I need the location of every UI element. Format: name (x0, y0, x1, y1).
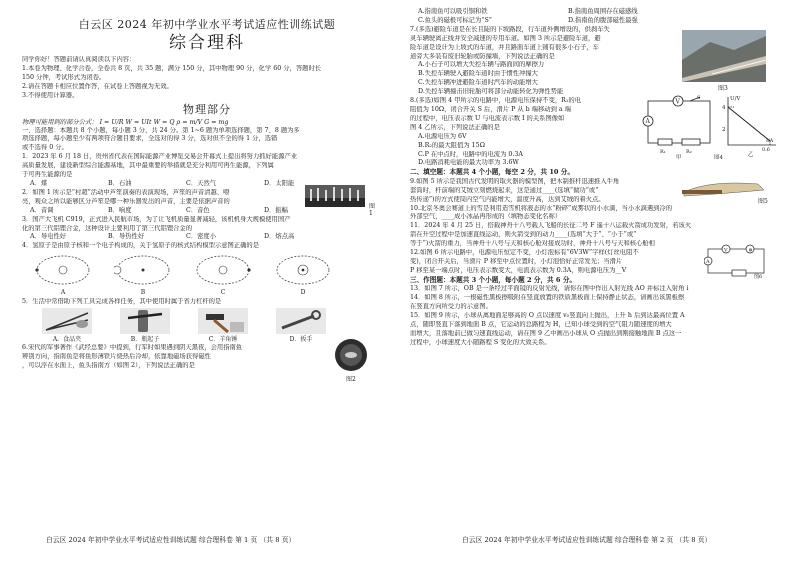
question-6 (22, 344, 392, 384)
figure-label: 图4 (714, 155, 723, 160)
instruction-line: 同学你好！答题前请认真阅读以下内容： (22, 56, 136, 63)
question-text: 灵车辆驶离正线并安全减速的专用车道。如图 3 所示是避险车道，避 (410, 34, 601, 42)
page-2-footer: 白云区 2024 年初中学业水平考试适应性训练试题 综合理科卷 第 2 页 （共 8 页） (462, 536, 712, 544)
option: B．导热性好 (108, 233, 145, 241)
section-text: 项选择题，每小题至少有两项符合题目要求，全选对的得 3 分，选对但不全的得 1 分，选错 (22, 135, 278, 143)
atom-model-c (194, 253, 252, 296)
option: A.指南鱼可以吸引铜和铁 (418, 8, 488, 15)
question-text: 7.(多选)避险车道是在长且陡的下坡路段，行车道外侧增设的，供刹车失 (410, 25, 610, 33)
question-9 (410, 178, 780, 205)
instructions (22, 56, 392, 101)
tool-food-tongs (36, 308, 98, 343)
question-text: 13．如图 7 所示，OB 是一条经过平面镜的反射光线，请你在图中作出入射光线 AO 并标注入射角 i (410, 285, 689, 293)
question-8 (410, 97, 780, 168)
figure-label: 图3 (718, 84, 728, 92)
option: B．石油 (108, 179, 132, 187)
figure-2-compass-fish (334, 338, 368, 384)
atom-model-b (114, 253, 172, 296)
option-letter: D (300, 289, 306, 297)
exam-title: 白云区 2024 年初中学业水平考试适应性训练试题 (78, 18, 336, 31)
question-text: 11．2024 年 4 月 25 日，搭载神舟十八号载人飞船的长征二号 F 遥十八运载火箭成功发射，若该火 (410, 222, 692, 230)
option: A．导电性好 (30, 233, 67, 241)
question-text: 于可再生能源的是 (22, 171, 73, 179)
option: A．煤 (30, 179, 48, 187)
option: A．音调 (30, 206, 54, 214)
question-text: 外部空气，____成小冰晶再形成的（填物态变化名称） (410, 213, 562, 221)
question-text: 化的第三代铝锂合金，这种设计主要利用了第三代铝锂合金的 (22, 224, 193, 232)
section-text: 或不选得 0 分。 (22, 144, 68, 152)
option: A.电源电压为 6V (418, 132, 467, 140)
options (410, 8, 780, 17)
option: C．音色 (186, 206, 210, 214)
option-label: C．羊角锤 (208, 336, 238, 344)
question-text: 8.(多选)如图 4 甲所示的电路中，电源电压保持不变，R₁的电 (410, 97, 582, 105)
subject-title: 综合理科 (169, 33, 245, 53)
figure-5-fire-piston (680, 176, 770, 204)
svg-text:V: V (724, 247, 728, 254)
svg-text:V: V (675, 98, 680, 106)
question-text: 点，随即竖直下落到地面 B 点，它运动的总路程为 H，已知小球受到的空气阻力随速度的增大 (410, 320, 672, 328)
svg-text:⊗: ⊗ (748, 247, 753, 254)
figure-sub-label: 甲 (676, 155, 682, 160)
exam-page-2 (410, 8, 780, 348)
question-5 (22, 298, 392, 343)
section-3-heading: 三、作图题：本题共 3 个小题，每小题 2 分，共 6 分。 (410, 275, 577, 284)
section-2-heading: 二、填空题：本题共 4 个小题，每空 2 分，共 10 分。 (410, 168, 574, 177)
option-label: A．食品夹 (52, 336, 82, 344)
figure-label: 图5 (758, 197, 768, 205)
option: D．振幅 (264, 206, 288, 214)
question-text: 辨别方向，指南鱼是将鱼形薄铁片烧热后冷却，依靠地磁场获得磁性 (22, 353, 211, 361)
option-letter: C (220, 289, 226, 297)
question-text: 1．2023 年 6 月 18 日，贵州省代表在国际能源产业博览交易会开幕式上提出将努力抓好能源产业 (22, 153, 298, 161)
tool-claw-hammer (192, 308, 254, 343)
option: D.电路消耗电能的最大功率为 3.6W (418, 159, 519, 167)
question-14 (410, 294, 780, 312)
option: B.失控车辆驶入避险车道时由于惯性冲撞大 (418, 70, 538, 78)
option: C．密度小 (186, 233, 217, 241)
question-text: 在竖直方向所受力的示意图。 (410, 303, 492, 311)
question-1 (22, 153, 392, 189)
option: C.P 在中点时，电路中的电流为 0.3A (418, 150, 523, 158)
option-letter: B (140, 289, 146, 297)
question-text: 等于”)火箭的重力，当神舟十八号与天和核心舱对接成功时，神舟十八号与天和核心舱相 (410, 240, 655, 248)
question-2 (22, 189, 392, 216)
graph-axis-i: I/A (766, 138, 774, 145)
option: B.R₂的最大阻值为 15Ω (418, 141, 485, 149)
figure-3-escape-ramp (682, 30, 766, 92)
question-text: 箭在升空过程中是加速直线运动，则火箭受到的动力____(选填“大于”、“小于”或“ (410, 231, 637, 239)
question-text: 6.宋代的军事著作《武经总要》中提到，行军时如果遇到阴天黑夜，会用指南鱼 (22, 344, 243, 352)
option: C．天然气 (186, 179, 217, 187)
figure-6-circuit (704, 243, 768, 283)
instruction-line: 3.不得使用计算器。 (22, 91, 79, 99)
question-text: 而增大，且落地前已做匀速直线运动，请在图 9 乙中画出小球从 O 点抛出到刚接触地面 B 点这一 (410, 329, 682, 337)
question-text: 3．国产大飞机 C919，正式进入民航市场，为了让飞机质量显著减轻，该机机身大规模使用国产 (22, 215, 291, 223)
question-text: 2．如图 1 所示是“村超”活动中芦笙演奏的表演现场，芦笙的声音清越、嘹 (22, 188, 230, 196)
options (410, 17, 780, 26)
svg-text:R₂: R₂ (686, 149, 692, 156)
graph-tick: 2 (722, 127, 726, 134)
question-text: 4．氢原子是由原子核和一个电子构成的，关于氢原子的核式结构模型示意图正确的是 (22, 242, 259, 250)
page-1-footer: 白云区 2024 年初中学业水平考试适应性训练试题 综合理科卷 第 1 页 （共 8 页） (46, 536, 296, 544)
section-text: 一、选择题：本题共 8 个小题，每小题 3 分，共 24 分。第 1~6 题为单项选择题，第 7、8 题为多 (22, 126, 300, 134)
formula-line: 物理可能用到的部分公式： I = U/R W = UIt W = Q ρ = m/V G = mg (22, 118, 229, 126)
figure-1-photo (305, 185, 376, 217)
question-4 (22, 242, 392, 296)
question-text: 5．生活中常借助下列工具完成各样任务，其中使用时属于省力杠杆的是 (22, 298, 222, 306)
question-text: 9.如图 5 所示是我国古代发明的取火器的模型图，把木制推杆迅速推入牛角 (410, 177, 620, 185)
atom-model-a (34, 253, 92, 296)
question-text: 15．如图 9 所示，小球从离地面足够高的 O 点以速度 v₀竖直向上抛出，上升 h 后到达最高位置 A (410, 312, 685, 319)
question-text: 过程中，小球速度大小随路程 S 变化的大致关系。 (410, 338, 551, 346)
physics-heading: 物理部分 (183, 102, 231, 116)
question-7 (410, 26, 780, 97)
figure-4-circuit-and-graph (642, 93, 778, 163)
option: C.鱼头的磁极可标记为“S” (418, 16, 493, 24)
question-text: 热传递”)的方式使筒内空气内能增大，温度升高，达到艾绒的着火点。 (410, 195, 605, 203)
instruction-line: 150 分钟，考试形式为闭卷。 (22, 73, 106, 81)
svg-text:A: A (706, 259, 710, 266)
svg-text:A: A (645, 118, 650, 126)
graph-tick: 0.6 (762, 147, 770, 154)
tool-wrench (270, 308, 332, 343)
option: D.指南鱼的腹部磁性最强 (568, 16, 638, 24)
question-text: 套筒时，杆前端的艾绒立刻燃烧起来，这是通过____(选填“做功”或“ (410, 186, 599, 194)
question-text: 14．如图 8 所示，一根磁性黑板擦吸附在竖直放置的铁质黑板面上保持静止状态，请画出该黑板擦 (410, 294, 685, 302)
option-label: D．扳手 (289, 336, 313, 344)
option-label: B．瓶起子 (130, 336, 160, 344)
option: C.失控车辆冲进避险车道时汽车的动能增大 (418, 79, 538, 87)
option-letter: A (60, 289, 66, 297)
tool-bottle-opener (114, 308, 176, 343)
graph-axis-u: U/V (730, 96, 741, 103)
question-13 (410, 285, 780, 294)
section-1 (22, 127, 392, 154)
option: B．响度 (108, 206, 132, 214)
question-text: 图 4 乙所示，下列说法正确的是 (410, 123, 500, 131)
option: D.失控车辆撞击旧轮胎可将部分动能转化为弹性势能 (418, 88, 564, 96)
question-text: 变)，闭合开关后，当滑片 P 移至中点位置时，小灯泡恰好正常发光；当滑片 (410, 257, 623, 265)
options (22, 233, 392, 242)
question-text: 亮，观众之所以能够区分芦笙是哪一种乐器发出的声音，主要是依据声音的 (22, 197, 230, 205)
question-text: 的过程中，电压表示数 U 与电流表示数 I 的关系图像如 (410, 114, 565, 122)
svg-text:S: S (697, 95, 701, 102)
figure-sub-label: 乙 (748, 152, 754, 159)
question-15 (410, 312, 780, 348)
option: D．熔点高 (264, 233, 295, 241)
svg-text:R₁: R₁ (660, 149, 666, 156)
instruction-line: 1.本卷为物理、化学合卷，全卷共 8 页，共 35 题，满分 150 分，其中物理 90 分，化学 60 分，答题时长 (22, 64, 322, 72)
question-text: 高质量发展，建设新型综合能源基地，其中最重要的举措就是充分利用可再生能源，下列属 (22, 162, 274, 170)
question-6-options (410, 8, 780, 26)
option: D．太阳能 (264, 179, 295, 187)
option: A.小石子可以增大失控车辆与路面间的摩擦力 (418, 61, 545, 69)
question-text: 道旁大多装有废旧轮胎或防撞墙，下列说法正确的是 (410, 52, 555, 60)
exam-page-1 (22, 18, 392, 384)
atom-models (22, 253, 392, 296)
graph-tick: 4 (722, 105, 726, 112)
question-text: P 移至某一端点时，电压表示数变大，电流表示数为 0.3A，则电源电压为__V (410, 266, 627, 274)
question-text: 险车道是设计为上坡式的车道，并且路面车道上铺有很多小石子，车 (410, 43, 599, 51)
question-text: 10.北京冬奥会赛道上的雪是利用造雪机将液态的水“粉碎”成雾状的小水滴，当小水滴遇到冷的 (410, 204, 673, 212)
figure-label: 图1 (369, 202, 376, 217)
atom-model-d (274, 253, 332, 296)
question-text: 12.如图 6 所示电路中，电源电压恒定不变，小灯泡标有“6V3W”字样(灯丝电阻不 (410, 249, 639, 257)
option: B.指南鱼周围存在磁感线 (568, 8, 638, 15)
instruction-line: 2.请在答题卡相应位置作答，在试卷上答题视为无效。 (22, 82, 173, 90)
question-text: ，可以浮在水面上，鱼头指南方（如图 2），下列说法正确的是 (22, 361, 195, 369)
question-text: 阻值为 10Ω，闭合开关 S 后，滑片 P 从 b 端移动到 a 端 (410, 105, 571, 113)
question-3 (22, 216, 392, 243)
question-10 (410, 205, 780, 223)
figure-label: 图6 (754, 274, 763, 280)
figure-label: 图2 (346, 376, 356, 384)
